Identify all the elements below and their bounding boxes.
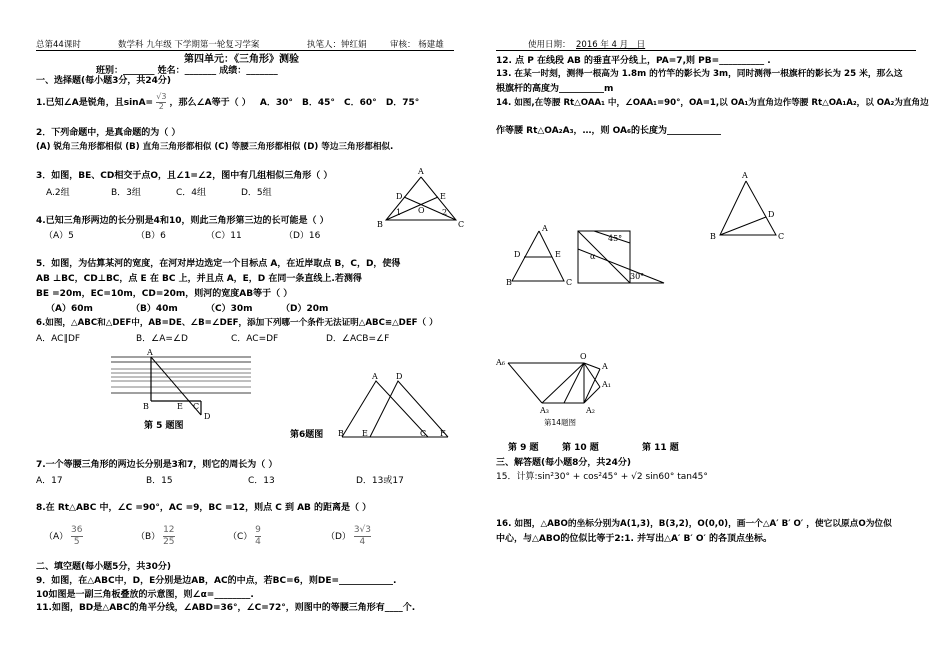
date-label: 使用日期： (528, 40, 571, 50)
q1-fraction (156, 93, 166, 112)
q14-label-a1: A₁ (602, 380, 611, 389)
q3-label-d: D (396, 192, 403, 201)
q3-option-a[interactable]: A.2组 (46, 188, 70, 198)
q16-line-1: 16. 如图，△ABO的坐标分别为A(1,3)，B(3,2)，O(0,0)，画一个△A′ B′ O′ ，使它以原点O为位似 (496, 519, 892, 529)
q5-figure (111, 349, 251, 424)
section-solve-heading: 三、解答题(每小题8分，共24分) (496, 458, 632, 468)
q1-option-c[interactable]: C．60° (344, 97, 377, 108)
q5-line-2: AB ⊥BC，CD⊥BC，点 E 在 BC 上，并且点 A，E，D 在同一条直线上.若测得 (36, 274, 362, 284)
question-12: 12. 点 P 在线段 AB 的垂直平分线上，PA=7,则 PB=__________ . (496, 56, 771, 66)
page-title: 第四单元：《三角形》测验 (184, 54, 299, 65)
q8-a-den: 5 (73, 536, 80, 547)
q6-figure (336, 372, 456, 443)
q7-option-d[interactable]: D．13或17 (356, 476, 404, 486)
q5-option-c[interactable]: （C）30m (206, 304, 253, 314)
q3-option-b[interactable]: B．3组 (111, 188, 141, 198)
q6-label-e: E (362, 429, 368, 438)
q4-option-d[interactable]: （D）16 (284, 231, 321, 241)
q6-caption: 第6题图 (290, 430, 324, 440)
header-rule-left (36, 50, 454, 51)
q14-label-a3: A₃ (540, 406, 549, 415)
q6-label-a: A (372, 372, 378, 381)
q11-label-b: B (710, 232, 716, 241)
q10-caption: 第 10 题 (562, 443, 599, 453)
q14-label-a2: A₂ (586, 406, 595, 415)
q6-option-d[interactable]: D．∠ACB=∠F (326, 334, 390, 344)
q14-label-a6: A₆ (496, 358, 505, 367)
q14-label-o: O (580, 352, 587, 361)
question-3: 3．如图，BE、CD相交于点O，且∠1=∠2，图中有几组相似三角形（ ） (36, 171, 333, 181)
q9-figure (504, 225, 574, 287)
q3-label-e: E (440, 192, 446, 201)
q8-c-den: 4 (255, 536, 261, 547)
q11-label-a: A (742, 171, 748, 180)
q13-line-2: 根旗杆的高度为__________m (496, 84, 614, 94)
q6-label-c: C (420, 429, 427, 438)
q6-label-f: F (440, 429, 446, 438)
question-11: 11.如图，BD是△ABC的角平分线，∠ABD=36°，∠C=72°，则图中的等腰三角形有____个. (36, 603, 416, 613)
q3-label-o: O (418, 206, 425, 215)
q6-label-b: B (338, 429, 344, 438)
q14-figure (496, 352, 620, 419)
question-15: 15．计算:sin²30° + cos²45° + √2 sin60° tan45° (496, 472, 708, 482)
q4-option-c[interactable]: （C）11 (206, 231, 242, 241)
q10-label-alpha: α (590, 252, 596, 261)
q5-option-a[interactable]: （A）60m (46, 304, 93, 314)
q1-option-b[interactable]: B．45° (302, 97, 335, 108)
section-choice-heading: 一、选择题(每小题3分，共24分) (36, 76, 172, 86)
question-8: 8.在 Rt△ABC 中，∠C =90°，AC =9，BC =12，则点 C 到 AB 的距离是（ ） (36, 503, 372, 513)
q5-option-d[interactable]: （D）20m (281, 304, 329, 314)
q4-option-a[interactable]: （A）5 (44, 231, 74, 241)
q7-option-b[interactable]: B．15 (146, 476, 173, 486)
question-9: 9．如图，在△ABC中，D，E分别是边AB，AC的中点，若BC=6，则DE=____________. (36, 576, 397, 586)
q8-d-label: （D） (326, 531, 351, 542)
q10-figure (576, 229, 666, 287)
question-2: 2．下列命题中，是真命题的为（ ） (36, 128, 181, 138)
q5-label-a: A (147, 348, 153, 357)
q1-frac-num: √3 (156, 92, 167, 101)
question-4: 4.已知三角形两边的长分别是4和10，则此三角形第三边的长可能是（ ） (36, 216, 329, 226)
q8-option-c[interactable] (228, 525, 261, 548)
q6-label-d: D (396, 372, 403, 381)
q9-label-c: C (566, 278, 573, 287)
q3-option-d[interactable]: D．5组 (241, 188, 272, 198)
q1-frac-den: 2 (158, 101, 164, 111)
q6-option-c[interactable]: C．AC=DF (231, 334, 279, 344)
q8-option-a[interactable] (44, 525, 83, 548)
q5-line-3: BE =20m，EC=10m，CD=20m，则河的宽度AB等于（ ） (36, 289, 293, 299)
q8-a-label: （A） (44, 531, 69, 542)
subject-title: 数学科 九年级 下学期第一轮复习学案 (118, 40, 260, 50)
q11-caption: 第 11 题 (642, 443, 679, 453)
q1-tail: ，那么∠A等于（ ） (169, 97, 251, 108)
q3-label-a: A (418, 167, 424, 176)
q9-label-d: D (514, 250, 521, 259)
q5-label-b: B (143, 402, 149, 411)
q14-caption: 第14题图 (544, 418, 577, 427)
q8-d-den: 4 (359, 536, 366, 547)
q5-caption: 第 5 题图 (144, 421, 184, 431)
q6-option-a[interactable]: A．AC∥DF (36, 334, 81, 344)
q8-b-num: 12 (163, 525, 175, 535)
class-name-score-line: 班别：_______ 姓名：_______ 成绩：_______ (96, 66, 278, 76)
question-10: 10如图是一副三角板叠放的示意图，则∠α=________. (36, 590, 254, 600)
q8-d-num: 3√3 (353, 525, 371, 535)
author: 执笔人：钟红娟 (307, 40, 367, 50)
q5-label-c: C (193, 402, 200, 411)
q9-label-a: A (542, 224, 548, 233)
q8-c-num: 9 (255, 525, 261, 535)
q5-option-b[interactable]: （B）40m (131, 304, 178, 314)
q7-option-a[interactable]: A．17 (36, 476, 63, 486)
question-1 (36, 93, 419, 112)
q11-label-c: C (778, 232, 785, 241)
q16-line-2: 中心，与△ABO的位似比等于2:1. 并写出△A′ B′ O′ 的各顶点坐标。 (496, 534, 772, 544)
q10-label-30: 30° (630, 272, 645, 281)
q8-option-d[interactable] (326, 525, 371, 548)
q14-line-1: 14. 如图,在等腰 Rt△OAA₁ 中，∠OAA₁=90°，OA=1,以 OA₁为直角边作等腰 Rt△OA₁A₂，以 OA₂为直角边 (496, 98, 929, 108)
date-value: 2016 年 4 月__日 (576, 40, 646, 50)
q11-figure (708, 173, 788, 243)
q3-label-2: 2 (442, 208, 448, 217)
q1-option-a[interactable]: A．30° (259, 97, 293, 108)
q8-option-b[interactable] (136, 525, 175, 548)
q3-label-b: B (377, 220, 383, 229)
q9-label-b: B (506, 278, 512, 287)
q3-label-c: C (458, 220, 465, 229)
q2-options[interactable]: (A) 锐角三角形都相似 (B) 直角三角形都相似 (C) 等腰三角形都相似 (D) 等边三角形都相似. (36, 142, 394, 152)
q5-label-e: E (177, 402, 183, 411)
q5-label-d: D (204, 412, 211, 421)
q1-option-d[interactable]: D．75° (385, 97, 420, 108)
q8-a-num: 36 (71, 525, 83, 535)
q3-label-1: 1 (396, 208, 402, 217)
q14-line-2: 作等腰 Rt△OA₂A₃，…，则 OA₆的长度为____________ (496, 126, 721, 136)
q14-label-a: A (602, 362, 608, 371)
header-rule-right (496, 50, 916, 51)
q1-stem: 1.已知∠A是锐角，且sinA= (36, 97, 154, 108)
q3-figure (376, 167, 466, 235)
q8-b-den: 25 (163, 536, 175, 547)
q8-c-label: （C） (228, 531, 253, 542)
section-fill-heading: 二、填空题(每小题5分，共30分) (36, 562, 172, 572)
reviewer: 审核： 杨建雄 (390, 40, 444, 50)
q10-label-45: 45° (608, 234, 623, 243)
q7-option-c[interactable]: C．13 (248, 476, 275, 486)
q11-label-d: D (768, 210, 775, 219)
q8-b-label: （B） (136, 531, 161, 542)
question-6: 6.如图，△ABC和△DEF中，AB=DE、∠B=∠DEF，添加下列哪一个条件无法证明△ABC≌△DEF（ ） (36, 318, 438, 328)
lesson-number: 总第44课时 (36, 40, 81, 50)
q9-caption: 第 9 题 (508, 443, 539, 453)
q3-option-c[interactable]: C．4组 (176, 188, 207, 198)
q13-line-1: 13. 在某一时刻，测得一根高为 1.8m 的竹竿的影长为 3m，同时测得一根旗杆的影长为 25 米，那么这 (496, 69, 903, 79)
q9-label-e: E (555, 250, 561, 259)
question-7: 7.一个等腰三角形的两边长分别是3和7，则它的周长为（ ） (36, 460, 278, 470)
q6-option-b[interactable]: B．∠A=∠D (136, 334, 188, 344)
q4-option-b[interactable]: （B）6 (136, 231, 166, 241)
q5-line-1: 5．如图，为估算某河的宽度，在河对岸边选定一个目标点 A，在近岸取点 B，C，D，使得 (36, 259, 401, 269)
